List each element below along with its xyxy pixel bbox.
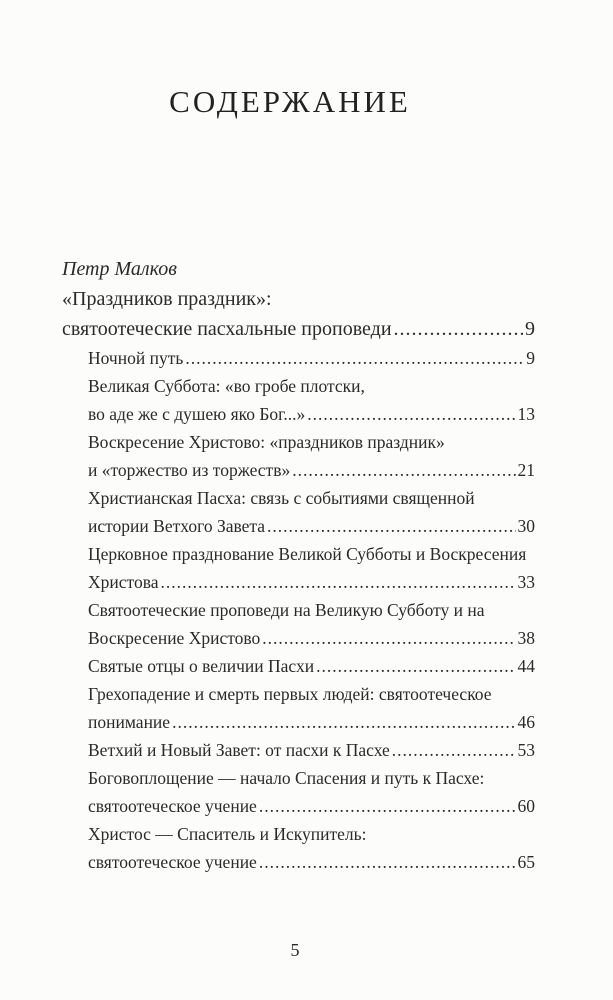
toc-entry: [62, 540, 535, 596]
toc-entry-last-line: [88, 624, 535, 652]
dot-leader: [259, 848, 516, 876]
toc-entry-text: святоотеческое учение: [88, 852, 257, 872]
toc-entry: [62, 736, 535, 764]
dot-leader: [185, 344, 524, 372]
toc-entry-text: Ветхий и Новый Завет: от пасхи к Пасхе: [88, 740, 390, 760]
toc-entry-line: Церковное празднование Великой Субботы и Воскресения: [88, 544, 527, 564]
toc-entry: [62, 764, 535, 820]
dot-leader: [259, 792, 516, 820]
dot-leader: [392, 736, 516, 764]
toc-page-number: 13: [517, 404, 535, 424]
toc-entry-last-line: [88, 344, 535, 372]
toc-page-number: 33: [517, 572, 535, 592]
toc-page-number: 60: [517, 796, 535, 816]
toc-entry: [62, 820, 535, 876]
toc-entry-line: Грехопадение и смерть первых людей: святоотеческое: [88, 684, 492, 704]
dot-leader: [307, 400, 515, 428]
toc-entry-last-line: [88, 708, 535, 736]
page-number: 5: [290, 940, 300, 960]
toc-entry-last-line: [88, 456, 535, 484]
toc-entry-text: Ночной путь: [88, 348, 184, 368]
dot-leader: [267, 512, 515, 540]
toc-page-number: 9: [525, 318, 535, 340]
table-of-contents: [62, 254, 535, 876]
toc-entry-last-line: [88, 512, 535, 540]
dot-leader: [172, 708, 515, 736]
dot-leader: [161, 568, 516, 596]
toc-page-number: 65: [517, 852, 535, 872]
dot-leader: [292, 456, 515, 484]
toc-page-number: 9: [526, 348, 535, 368]
toc-entry-line: Боговоплощение — начало Спасения и путь к Пасхе:: [88, 768, 485, 788]
toc-entry-text: Святые отцы о величии Пасхи: [88, 656, 315, 676]
author-name: Петр Малков: [62, 258, 177, 280]
dot-leader: [262, 624, 515, 652]
toc-entry-last-line: [88, 400, 535, 428]
toc-entry: [62, 652, 535, 680]
dot-leader: [394, 314, 523, 344]
toc-entry: [62, 596, 535, 652]
toc-entry-line: Христос — Спаситель и Искупитель:: [88, 824, 367, 844]
toc-entry-text: истории Ветхого Завета: [88, 516, 266, 536]
toc-page-number: 44: [517, 656, 535, 676]
toc-entry: [62, 680, 535, 736]
toc-entry-text: во аде же с душею яко Бог...»: [88, 404, 306, 424]
toc-page-number: 21: [517, 460, 535, 480]
toc-entry-line: Великая Суббота: «во гробе плотски,: [88, 376, 365, 396]
toc-entry-text: понимание: [88, 712, 171, 732]
toc-entry: [62, 344, 535, 372]
toc-page-number: 30: [517, 516, 535, 536]
toc-entry-line: Святоотеческие проповеди на Великую Субботу и на: [88, 600, 485, 620]
toc-page-number: 38: [517, 628, 535, 648]
toc-entry: [62, 484, 535, 540]
toc-entry-text: святоотеческие пасхальные проповеди: [62, 318, 392, 340]
toc-page-number: 53: [517, 740, 535, 760]
toc-page-number: 46: [517, 712, 535, 732]
toc-entry: [62, 372, 535, 428]
toc-entry-text: Воскресение Христово: [88, 628, 261, 648]
toc-entry-last-line: [88, 736, 535, 764]
toc-entry-text: Христова: [88, 572, 159, 592]
toc-entry-text: святоотеческое учение: [88, 796, 257, 816]
toc-entry-line: Воскресение Христово: «праздников праздник»: [88, 432, 445, 452]
toc-entry-last-line: [88, 848, 535, 876]
toc-entry-line: Христианская Пасха: связь с событиями священной: [88, 488, 475, 508]
toc-entry-text: и «торжество из торжеств»: [88, 460, 291, 480]
toc-entry-last-line: [88, 568, 535, 596]
dot-leader: [316, 652, 515, 680]
toc-main-entry: [62, 284, 535, 344]
toc-entry-line: «Праздников праздник»:: [62, 288, 272, 310]
toc-entry-last-line: [88, 652, 535, 680]
page-title: СОДЕРЖАНИЕ: [169, 84, 411, 119]
toc-entry-last-line: [88, 792, 535, 820]
toc-entry: [62, 428, 535, 484]
toc-entry-last-line: [62, 314, 535, 344]
